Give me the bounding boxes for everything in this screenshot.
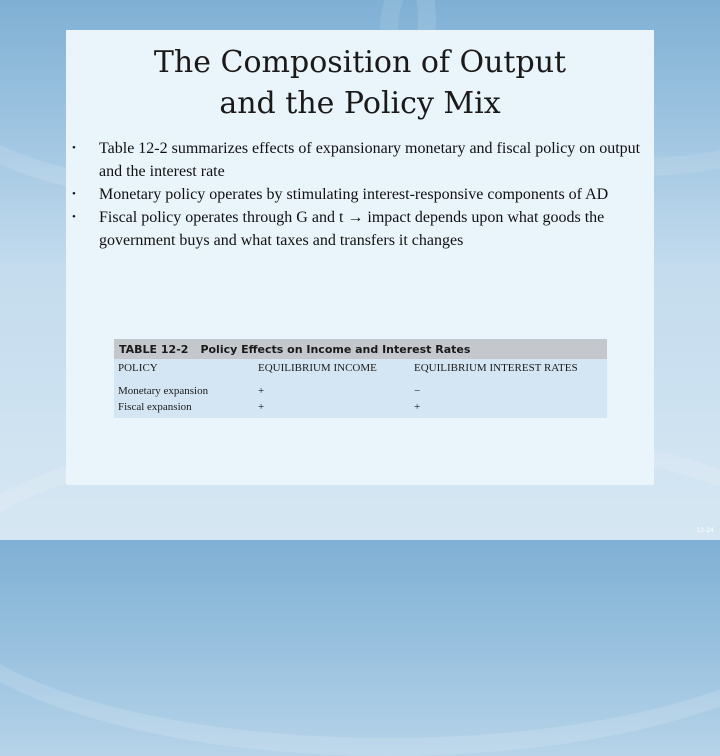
table-cell: + (258, 385, 265, 397)
table-caption (114, 339, 607, 359)
table-cell: Fiscal expansion (118, 401, 192, 413)
table-cell: Monetary expansion (118, 385, 209, 397)
table-row (114, 399, 607, 415)
table-label: TABLE 12-2 (119, 342, 189, 356)
table-cell: + (258, 401, 265, 413)
policy-effects-table (114, 339, 607, 418)
column-header-interest: EQUILIBRIUM INTEREST RATES (414, 362, 578, 374)
bullet-text: Table 12-2 summarizes effects of expansionary monetary and fiscal policy on output and the interest rate (99, 140, 641, 180)
bullet-marker: • (72, 188, 76, 200)
column-header-income: EQUILIBRIUM INCOME (258, 362, 377, 374)
table-cell: + (414, 401, 421, 413)
bullet-marker: • (72, 211, 76, 223)
slide-number: 12-24 (696, 527, 714, 534)
bullet-item (66, 206, 654, 252)
bullet-text: Fiscal policy operates through G and t → impact depends upon what goods the government buys and what taxes and transfers it changes (99, 209, 605, 249)
bullet-item (66, 137, 654, 183)
column-header-policy: POLICY (118, 362, 158, 374)
bullet-list (66, 137, 654, 252)
table-title: Policy Effects on Income and Interest Rates (200, 342, 471, 356)
slide-title-line-2: and the Policy Mix (219, 86, 501, 121)
slide-title-line-1: The Composition of Output (153, 45, 567, 80)
slide-title (66, 42, 654, 124)
bullet-marker: • (72, 142, 76, 154)
table-header-row (114, 359, 607, 383)
bullet-item (66, 183, 654, 206)
table-cell: − (414, 385, 421, 397)
table-row (114, 383, 607, 399)
bullet-text: Monetary policy operates by stimulating interest-responsive components of AD (99, 186, 609, 203)
